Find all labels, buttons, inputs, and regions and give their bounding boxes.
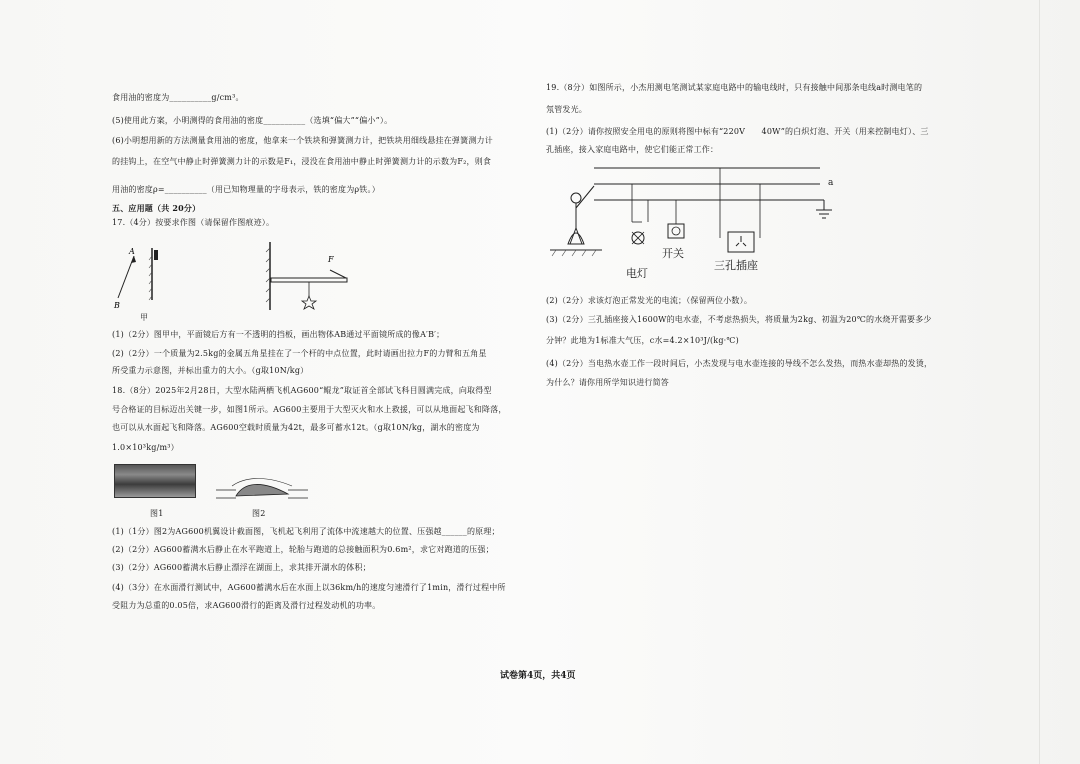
opaque-board xyxy=(154,250,158,260)
person-head-icon xyxy=(571,193,581,203)
question-19-cont: 氖管发光。 xyxy=(546,105,587,114)
question-18-4: (4)（3分）在水面滑行测试中，AG600蓄满水后在水面上以36km/h的速度匀速滑行了1min，滑行过程中所 xyxy=(112,583,506,592)
question-19-4-cont: 为什么？请你用所学知识进行简答 xyxy=(546,378,669,387)
switch-icon xyxy=(668,224,684,238)
question-18: 18.（8分）2025年2月28日，大型水陆两栖飞机AG600“鲲龙”取证首全部试飞科目圆满完成，向取得型 xyxy=(112,386,492,395)
question-18-cont: 1.0×10³kg/m³） xyxy=(112,443,179,452)
tester-pen xyxy=(576,186,594,208)
question-17-2: (2)（2分）一个质量为2.5kg的金属五角星挂在了一个杆的中点位置，此时请画出拉力F的力臂和五角星 xyxy=(112,349,487,358)
question-17-2-cont: 所受重力示意图，并标出重力的大小。（g取10N/kg） xyxy=(112,366,309,375)
question-18-cont: 也可以从水面起飞和降落。AG600空载时质量为42t，最多可蓄水12t。（g取10N/kg，湖水的密度为 xyxy=(112,423,480,432)
question-18-cont: 号合格证的目标迈出关键一步，如图1所示。AG600主要用于大型灭火和水上救援，可以从地面起飞和降落， xyxy=(112,405,507,414)
question-18-2: (2)（2分）AG600蓄满水后静止在水平跑道上，轮胎与跑道的总接触面积为0.6m²，求它对跑道的压强； xyxy=(112,545,494,554)
section-heading: 五、应用题（共 20分） xyxy=(112,203,201,213)
text-line: 食用油的密度为__________g/cm³。 xyxy=(112,93,244,102)
question-19-3-cont: 分钟？此地为1标准大气压，c水=4.2×10³J/(kg·℃) xyxy=(546,336,739,345)
figure-mirror xyxy=(112,242,172,312)
wire-label-a: a xyxy=(828,178,834,188)
label-B: B xyxy=(114,301,120,310)
question-17-1: (1)（2分）图甲中，平面镜后方有一不透明的挡板，画出物体AB通过平面镜所成的像A′B′； xyxy=(112,330,445,339)
aircraft-photo xyxy=(114,464,196,498)
text-line: 的挂钩上，在空气中静止时弹簧测力计的示数是F₁，浸没在食用油中静止时弹簧测力计的示数为F₂，则食 xyxy=(112,157,492,166)
wing-airfoil xyxy=(236,484,288,496)
label-F: F xyxy=(328,255,334,264)
question-19-1-cont: 孔插座，接入家庭电路中，使它们能正常工作： xyxy=(546,145,719,154)
figure-caption-1: 图1 xyxy=(150,509,164,518)
label-A: A xyxy=(129,247,135,256)
question-18-4-cont: 受阻力为总重的0.05倍，求AG600滑行的距离及滑行过程发动机的功率。 xyxy=(112,601,381,610)
question-18-1: (1)（1分）图2为AG600机翼设计截面图，飞机起飞利用了流体中流速越大的位置、压强越______的原理； xyxy=(112,527,500,536)
page-edge xyxy=(1039,0,1040,764)
lamp-label: 电灯 xyxy=(626,267,648,280)
text-line: (6)小明想用新的方法测量食用油的密度，他拿来一个铁块和弹簧测力计，把铁块用细线悬挂在弹簧测力计 xyxy=(112,136,493,145)
question-17: 17.（4分）按要求作图（请保留作图痕迹）。 xyxy=(112,218,275,227)
figure-lever xyxy=(262,242,362,312)
question-19-4: (4)（2分）当电热水壶工作一段时间后，小杰发现与电水壶连接的导线不怎么发热，而热水壶却热的发烫， xyxy=(546,359,933,368)
lever-rod xyxy=(271,278,347,282)
question-19-1: (1)（2分）请你按照安全用电的原则将图中标有“220V 40W”的白炽灯泡、开关（用来控制电灯）、三 xyxy=(546,127,929,136)
question-18-3: (3)（2分）AG600蓄满水后静止漂浮在湖面上，求其排开湖水的体积； xyxy=(112,563,371,572)
question-19-2: (2)（2分）求该灯泡正常发光的电流；（保留两位小数）。 xyxy=(546,296,753,305)
figure-caption-jia: 甲 xyxy=(140,313,149,322)
text-line: (5)使用此方案，小明测得的食用油的密度__________（选填“偏大”“偏小”）。 xyxy=(112,116,393,125)
wing-section-figure xyxy=(212,476,312,504)
force-f-arrow xyxy=(330,270,346,278)
question-19: 19.（8分）如图所示，小杰用测电笔测试某家庭电路中的输电线时，只有接触中间那条电线a时测电笔的 xyxy=(546,83,923,92)
page-footer: 试卷第4页，共4页 xyxy=(500,671,576,681)
circuit-diagram xyxy=(546,158,846,288)
socket-label: 三孔插座 xyxy=(714,259,758,272)
figure-caption-2: 图2 xyxy=(252,509,266,518)
text-line: 用油的密度ρ=__________（用已知物理量的字母表示，铁的密度为ρ铁。） xyxy=(112,185,380,194)
star-icon xyxy=(302,296,316,309)
switch-label: 开关 xyxy=(662,247,684,260)
question-19-3: (3)（2分）三孔插座接入1600W的电水壶，不考虑热损失，将质量为2kg、初温为20℃的水烧开需要多少 xyxy=(546,315,932,324)
